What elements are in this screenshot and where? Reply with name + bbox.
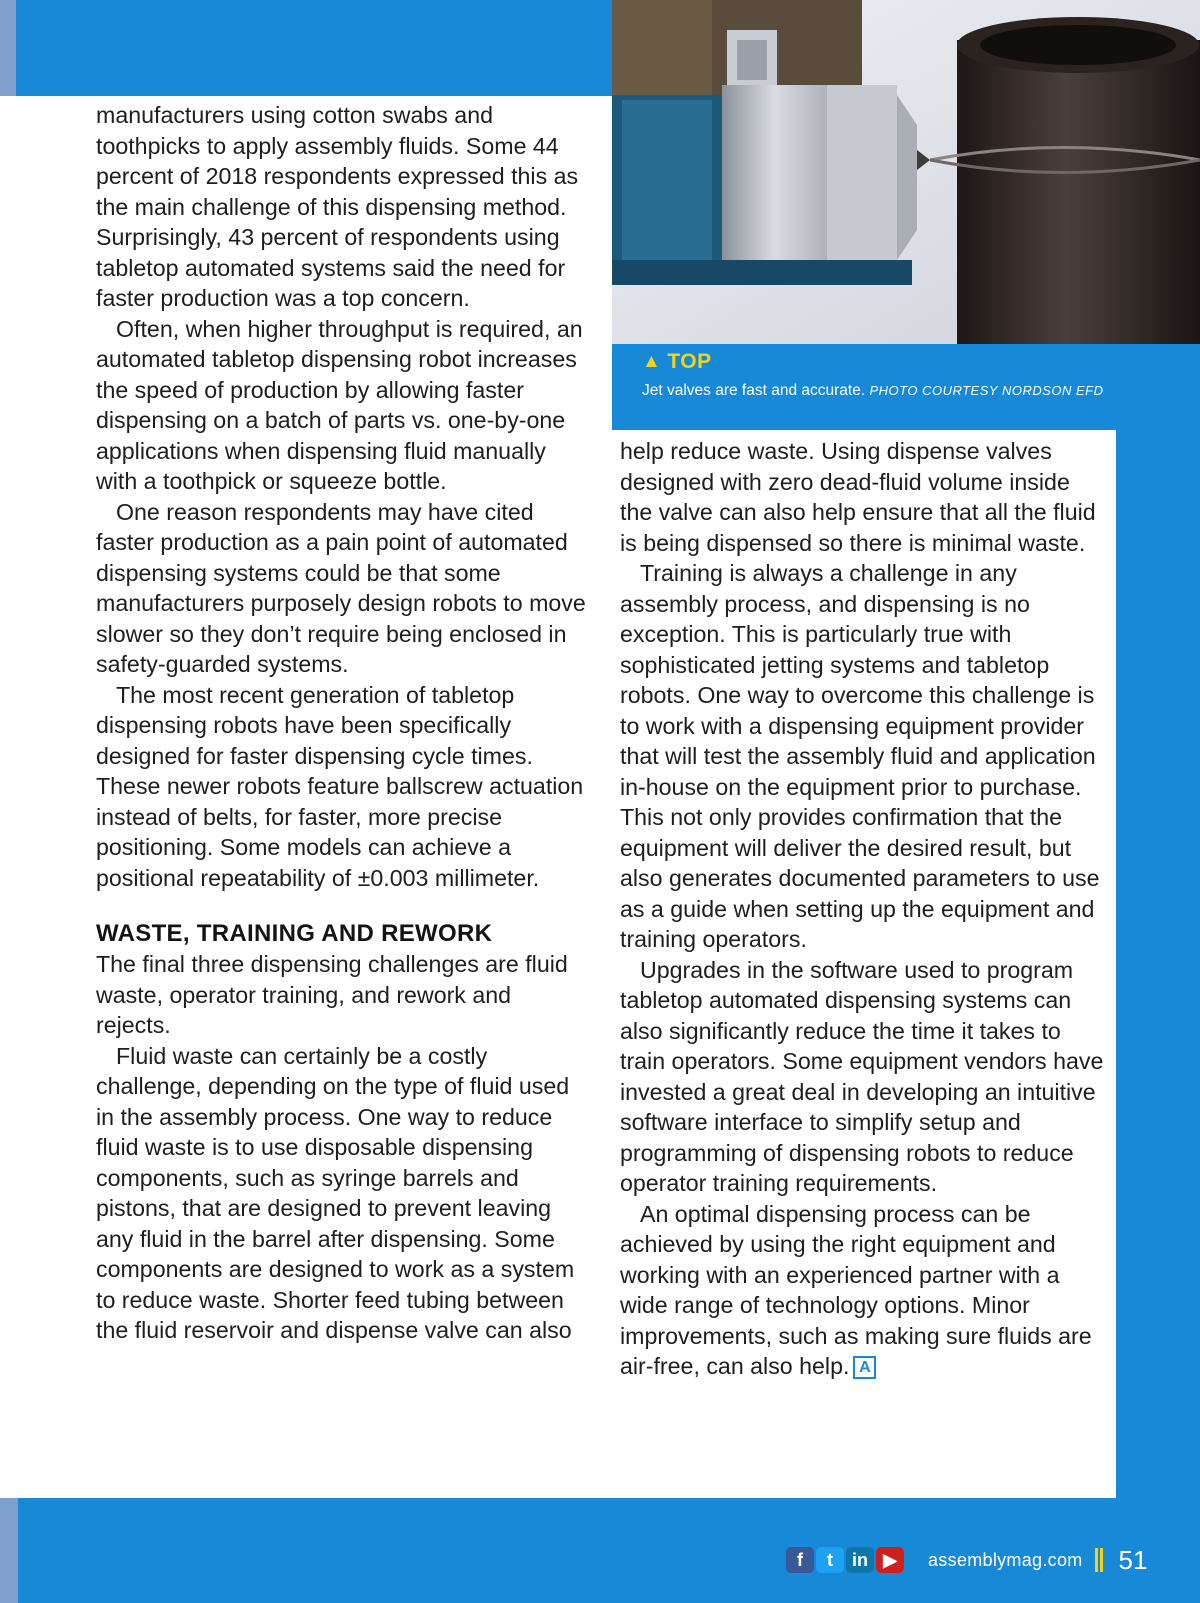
jet-valve-photo [612,0,1200,344]
page-footer [786,1540,1147,1580]
caption-text-line [642,382,1182,400]
page-number: 51 [1118,1544,1148,1575]
up-triangle-icon: ▲ [642,351,662,372]
social-icons [786,1547,904,1573]
top-side-strip [0,0,16,96]
caption-label: TOP [667,350,712,373]
paragraph: One reason respondents may have cited faster production as a pain point of automated dispensing systems could be that some manufacturers purposely design robots to move slower so they don’t require being enclosed in safety-guarded systems. [96,498,586,677]
paragraph: The final three dispensing challenges are fluid waste, operator training, and rework and rejects. [96,951,568,1038]
paragraph: Often, when higher throughput is required, an automated tabletop dispensing robot increases the speed of production by allowing faster dispensing on a batch of parts vs. one-by-one applications when dispensing fluid manually with a toothpick or squeeze bottle. [96,315,583,494]
site-url[interactable]: assemblymag.com [928,1549,1083,1570]
caption-heading [642,350,1182,374]
bottom-side-strip [0,1498,18,1603]
top-color-band [0,0,612,96]
section-heading: WASTE, TRAINING AND REWORK [96,920,493,947]
footer-divider [1095,1548,1103,1572]
article-right-column [620,436,1108,1382]
paragraph: Upgrades in the software used to program tabletop automated dispensing systems can also significantly reduce the time it takes to train operators. Some equipment vendors have invested a great deal in developing an intuitive software interface to simplify setup and programming of dispensing robots to reduce operator training requirements. [620,956,1104,1196]
paragraph: The most recent generation of tabletop dispensing robots have been specifically designed for faster dispensing cycle times. These newer robots feature ballscrew actuation instead of belts, for faster, more precise positioning. Some models can achieve a positional repeatability of ±0.003 millimeter. [96,681,584,891]
twitter-icon[interactable]: t [816,1547,844,1573]
end-mark-icon: A [853,1356,876,1379]
paragraph-text: An optimal dispensing process can be achieved by using the right equipment and working with an experienced partner with a wide range of technology options. Minor improvements, such as making sure fluids are air-free, can also help. [620,1200,1092,1379]
paragraph: manufacturers using cotton swabs and toothpicks to apply assembly fluids. Some 44 percent of 2018 respondents expressed this as the main challenge of this dispensing method. Surprisingly, 43 percent of respondents using tabletop automated systems said the need for faster production was a top concern. [96,102,579,311]
paragraph: Fluid waste can certainly be a costly challenge, depending on the type of fluid used in the assembly process. One way to reduce fluid waste is to use disposable dispensing components, such as syringe barrels and pistons, that are designed to prevent leaving any fluid in the barrel after dispensing. Some components are designed to work as a system to reduce waste. Shorter feed tubing between the fluid reservoir and dispense valve can also [96,1042,575,1343]
photo-caption [642,350,1182,400]
youtube-icon[interactable]: ▶ [876,1547,904,1573]
final-paragraph [620,1199,1108,1382]
paragraph: Training is always a challenge in any assembly process, and dispensing is no exception. This is particularly true with sophisticated jetting systems and tabletop robots. One way to overcome this challenge is to work with a dispensing equipment provider that will test the assembly fluid and application in-house on the equipment prior to purchase. This not only provides confirmation that the equipment will deliver the desired result, but also generates documented parameters to use as a guide when setting up the equipment and training operators. [620,560,1100,952]
linkedin-icon[interactable]: in [846,1547,874,1573]
photo-credit: PHOTO COURTESY NORDSON EFD [869,383,1104,398]
facebook-icon[interactable]: f [786,1547,814,1573]
paragraph: help reduce waste. Using dispense valves designed with zero dead-fluid volume inside the valve can also help ensure that all the fluid is being dispensed so there is minimal waste. [620,438,1096,556]
caption-text: Jet valves are fast and accurate. [642,382,866,399]
article-left-column [96,100,588,1346]
